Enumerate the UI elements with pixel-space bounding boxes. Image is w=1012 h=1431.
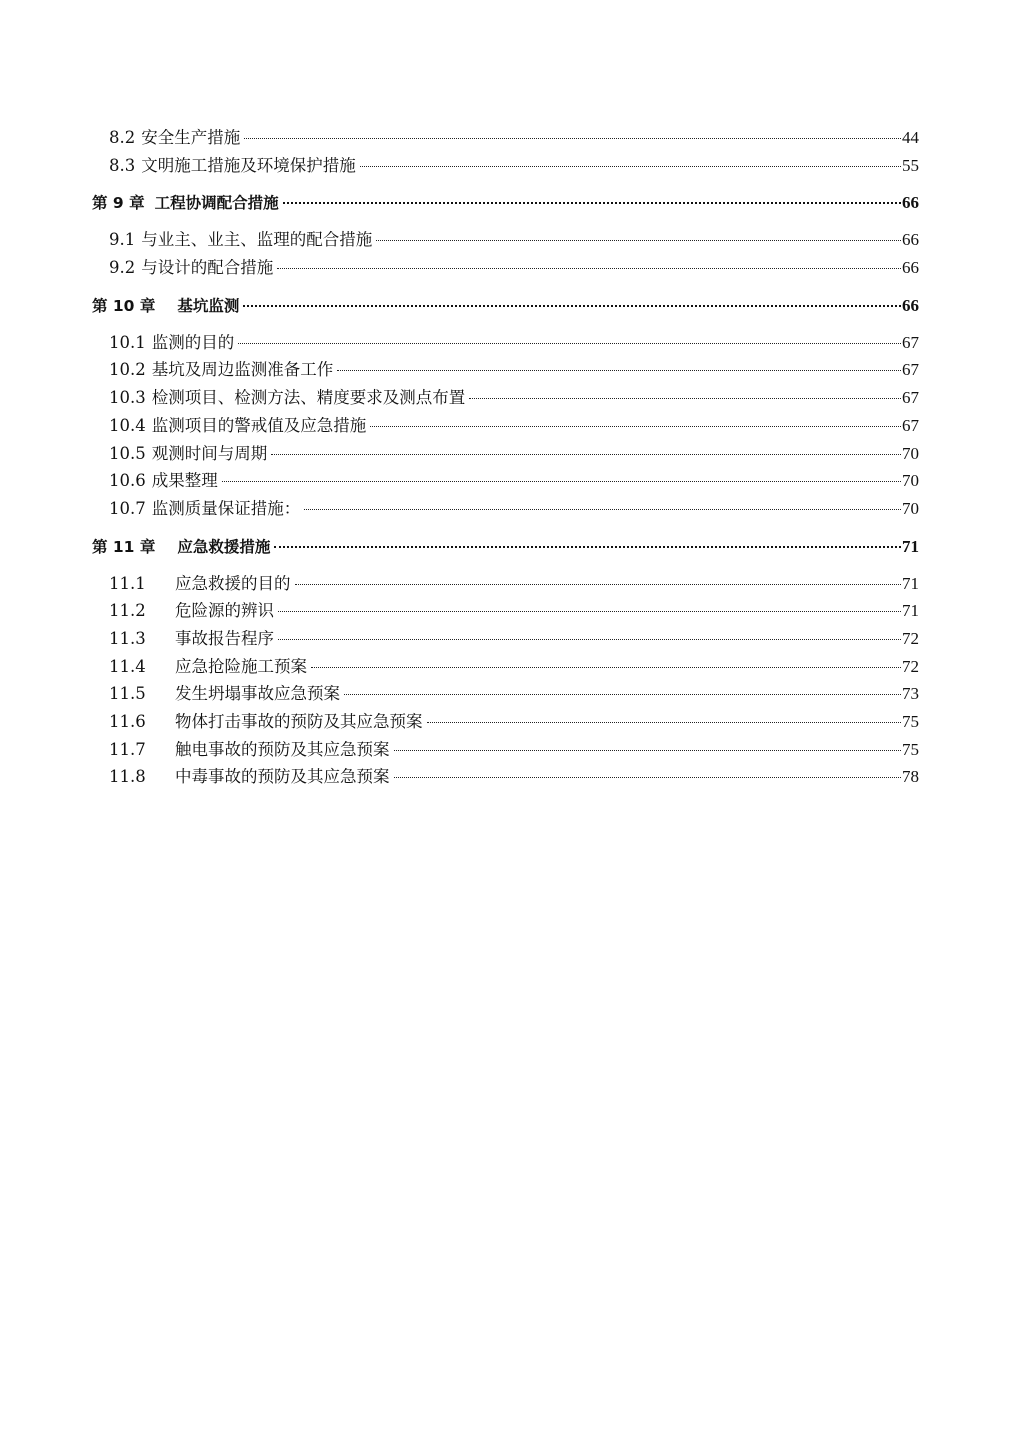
toc-leader-dots [295, 584, 902, 585]
toc-entry-8-3[interactable] [92, 152, 919, 180]
toc-section-number: 8.2 [109, 128, 136, 147]
toc-leader-dots [238, 343, 901, 344]
toc-section-number: 11.1 [109, 573, 146, 593]
toc-section-title: 监测质量保证措施： [151, 498, 301, 518]
toc-leader-dots [469, 398, 901, 399]
toc-page-number: 72 [902, 656, 919, 676]
toc-section-title: 与业主、业主、监理的配合措施 [141, 230, 373, 250]
toc-entry-10-7[interactable] [92, 495, 919, 523]
toc-page-number: 75 [902, 712, 919, 731]
toc-entry-11-5[interactable] [92, 680, 919, 708]
toc-section-title: 应急抢险施工预案 [175, 656, 307, 676]
toc-page-number: 71 [902, 536, 919, 556]
toc-page-number: 70 [902, 443, 919, 463]
toc-section-number: 11.6 [109, 712, 146, 731]
toc-leader-dots [283, 202, 901, 204]
toc-section-number: 11.4 [109, 656, 146, 676]
toc-chapter-number: 第 9 章 [92, 194, 145, 213]
toc-page-number: 70 [902, 471, 919, 491]
toc-page-number: 71 [902, 601, 919, 621]
toc-page-number: 66 [902, 295, 919, 315]
toc-page-number: 44 [902, 128, 919, 147]
toc-section-number: 11.7 [109, 739, 146, 759]
toc-section-number: 10.7 [109, 498, 146, 518]
toc-section-number: 9.1 [109, 230, 136, 250]
toc-entry-10-4[interactable] [92, 412, 919, 440]
toc-entry-11-4[interactable] [92, 653, 919, 681]
toc-section-title: 事故报告程序 [175, 628, 274, 648]
toc-entry-10-6[interactable] [92, 467, 919, 495]
toc-entry-11-8[interactable] [92, 763, 919, 791]
toc-page-number: 55 [902, 155, 919, 175]
toc-page-number: 78 [902, 767, 919, 787]
toc-section-title: 监测项目的警戒值及应急措施 [151, 415, 367, 435]
toc-section-title: 文明施工措施及环境保护措施 [141, 155, 356, 175]
toc-page-number: 73 [902, 684, 919, 704]
toc-page-number: 67 [902, 332, 919, 352]
toc-section-number: 10.2 [109, 360, 146, 380]
toc-page-number: 67 [902, 415, 919, 435]
toc-leader-dots [337, 370, 901, 371]
toc-page-number: 71 [902, 573, 919, 593]
toc-section-number: 11.3 [109, 628, 146, 648]
toc-section-title: 与设计的配合措施 [141, 258, 274, 278]
toc-section-number: 8.3 [109, 155, 136, 175]
toc-page-number: 75 [902, 739, 919, 759]
toc-leader-dots [360, 166, 901, 167]
toc-leader-dots [311, 667, 901, 668]
toc-leader-dots [244, 138, 901, 139]
toc-section-title: 观测时间与周期 [151, 443, 268, 463]
toc-chapter-title: 应急救援措施 [177, 537, 271, 556]
toc-leader-dots [344, 694, 901, 695]
toc-leader-dots [427, 722, 902, 723]
toc-page-number: 70 [902, 498, 919, 518]
toc-entry-9-1[interactable] [92, 226, 919, 254]
toc-leader-dots [243, 305, 901, 307]
toc-section-title: 安全生产措施 [141, 128, 241, 147]
toc-section-title: 成果整理 [151, 471, 218, 491]
toc-section-number: 9.2 [109, 258, 136, 278]
toc-section-title: 发生坍塌事故应急预案 [175, 684, 340, 704]
toc-page-number: 67 [902, 360, 919, 380]
toc-section-number: 10.1 [109, 332, 146, 352]
toc-leader-dots [394, 750, 902, 751]
toc-section-number: 11.2 [109, 601, 146, 621]
toc-section-title: 监测的目的 [151, 332, 235, 352]
toc-page-number: 66 [902, 193, 919, 213]
toc-page-number: 67 [902, 388, 919, 408]
toc-section-title: 危险源的辨识 [175, 601, 274, 621]
toc-section-title: 应急救援的目的 [175, 573, 291, 593]
toc-leader-dots [370, 426, 901, 427]
toc-entry-10-2[interactable] [92, 356, 919, 384]
toc-section-number: 10.6 [109, 471, 146, 491]
table-of-contents [92, 124, 919, 791]
toc-leader-dots [222, 481, 901, 482]
toc-page-number: 66 [902, 230, 919, 250]
toc-section-number: 10.3 [109, 388, 146, 408]
toc-chapter-11[interactable] [92, 533, 919, 560]
toc-entry-11-1[interactable] [92, 570, 919, 598]
toc-entry-11-3[interactable] [92, 625, 919, 653]
toc-entry-10-5[interactable] [92, 440, 919, 468]
toc-chapter-title: 基坑监测 [177, 296, 240, 315]
toc-leader-dots [394, 777, 902, 778]
toc-leader-dots [274, 546, 901, 548]
toc-entry-11-6[interactable] [92, 708, 919, 736]
toc-page-number: 66 [902, 258, 919, 278]
toc-section-number: 11.8 [109, 767, 146, 787]
toc-leader-dots [376, 240, 901, 241]
toc-chapter-title: 工程协调配合措施 [154, 194, 279, 213]
toc-section-title: 物体打击事故的预防及其应急预案 [175, 712, 423, 731]
toc-leader-dots [278, 639, 901, 640]
toc-entry-11-7[interactable] [92, 736, 919, 764]
toc-section-number: 10.5 [109, 443, 146, 463]
toc-chapter-9[interactable] [92, 189, 919, 216]
toc-entry-9-2[interactable] [92, 254, 919, 282]
toc-chapter-10[interactable] [92, 292, 919, 319]
toc-leader-dots [278, 611, 901, 612]
toc-leader-dots [304, 509, 901, 510]
toc-section-title: 中毒事故的预防及其应急预案 [175, 767, 390, 787]
toc-section-title: 检测项目、检测方法、精度要求及测点布置 [151, 388, 466, 408]
toc-section-title: 基坑及周边监测准备工作 [151, 360, 334, 380]
toc-section-title: 触电事故的预防及其应急预案 [175, 739, 390, 759]
toc-entry-11-2[interactable] [92, 597, 919, 625]
toc-section-number: 11.5 [109, 684, 146, 704]
toc-leader-dots [271, 454, 901, 455]
toc-chapter-number: 第 11 章 [92, 537, 156, 556]
toc-leader-dots [277, 268, 901, 269]
toc-chapter-number: 第 10 章 [92, 296, 156, 315]
toc-entry-10-3[interactable] [92, 384, 919, 412]
toc-entry-10-1[interactable] [92, 329, 919, 357]
toc-page-number: 72 [902, 628, 919, 648]
toc-section-number: 10.4 [109, 415, 146, 435]
toc-entry-8-2[interactable] [92, 124, 919, 152]
